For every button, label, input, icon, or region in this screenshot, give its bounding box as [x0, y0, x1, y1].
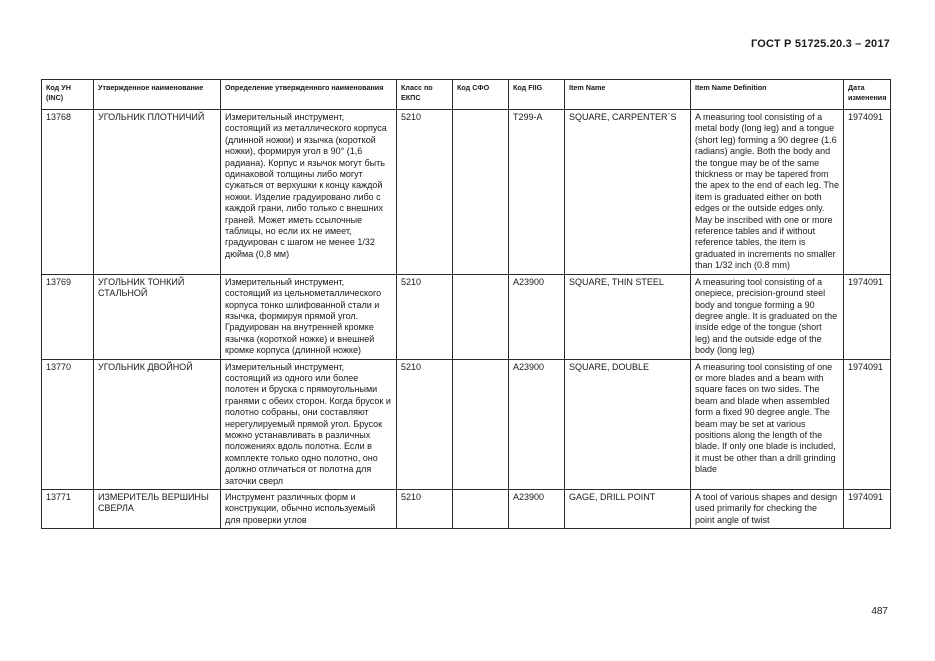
column-header-fiig: Код FIIG [509, 80, 565, 110]
cell-fiig: T299-A [509, 110, 565, 275]
cell-definition-ru: Инструмент различных форм и конструкции, обычно используемый для проверки углов [221, 490, 397, 529]
cell-definition-en: A measuring tool consisting of a onepiece, precision-ground steel body and tongue forming a 90 degree angle. It is graduated on the inside edge of the tongue (short leg) and the outside edge of the body (long leg) [691, 274, 844, 359]
cell-definition-en: A measuring tool consisting of one or more blades and a beam with square faces on two sides. The beam and blade when assembled form a fixed 90 degree angle. The beam may be set at various positions along the length of the blade. If only one blade is included, it must be other than a drill grinding blade [691, 359, 844, 489]
cell-date: 1974091 [844, 359, 891, 489]
page-number: 487 [871, 606, 888, 617]
cell-item-name: GAGE, DRILL POINT [565, 490, 691, 529]
cell-class: 5210 [397, 274, 453, 359]
cell-definition-ru: Измерительный инструмент, состоящий из цельнометаллического корпуса тонко шлифованной стали и язычка, формируя прямой угол. Градуирован на внутренней кромке язычка (короткой ножке) и внешней кромке корпуса (длинной ножке) [221, 274, 397, 359]
cell-sfo [453, 359, 509, 489]
cell-item-name: SQUARE, CARPENTER`S [565, 110, 691, 275]
document-header: ГОСТ Р 51725.20.3 – 2017 [750, 38, 890, 50]
cell-code: 13769 [42, 274, 94, 359]
cell-item-name: SQUARE, THIN STEEL [565, 274, 691, 359]
cell-definition-en: A tool of various shapes and design used primarily for checking the point angle of twist [691, 490, 844, 529]
column-header-date: Дата изменения [844, 80, 891, 110]
registry-table [41, 79, 891, 529]
cell-definition-ru: Измерительный инструмент, состоящий из одного или более полотен и бруска с прямоугольными гранями с обеих сторон. Когда брусок и полотно собраны, они составляют нерегулируемый прямой угол. Брусок можно устанавливать в различных положениях вдоль полотна. Если в комплекте только одно полотно, оно должно отличаться от полотна для заточки сверл [221, 359, 397, 489]
table-row [42, 490, 891, 529]
cell-class: 5210 [397, 490, 453, 529]
cell-name-ru: УГОЛЬНИК ДВОЙНОЙ [94, 359, 221, 489]
cell-definition-en: A measuring tool consisting of a metal body (long leg) and a tongue (short leg) forming a 90 degree (1.6 radians) angle. Both the body and the tongue may be of the same thickness or may be tapered from the apex to the end of each leg. The item is graduated either on both edges or the outside edges only. May be inscribed with one or more reference tables and if without reference tables, the item is graduated in increments no smaller than 1/32 inch (0.8 mm) [691, 110, 844, 275]
table-header-row [42, 80, 891, 110]
table-row [42, 274, 891, 359]
cell-item-name: SQUARE, DOUBLE [565, 359, 691, 489]
cell-sfo [453, 274, 509, 359]
cell-definition-ru: Измерительный инструмент, состоящий из металлического корпуса (длинной ножки) и язычка (короткой ножки), формируя угол в 90° (1,6 радиана). Корпус и язычок могут быть одинаковой толщины либо могут сужаться от верхушки к концу каждой ножки. Изделие градуировано либо с каждой грани, либо только с внешних граней. Может иметь ссылочные таблицы, но если их не имеет, градуирован с шагом не менее 1/32 дюйма (0,8 мм) [221, 110, 397, 275]
column-header-definition-ru: Определение утвержденного наименования [221, 80, 397, 110]
cell-class: 5210 [397, 359, 453, 489]
cell-code: 13771 [42, 490, 94, 529]
cell-sfo [453, 110, 509, 275]
table-row [42, 359, 891, 489]
table-row [42, 110, 891, 275]
cell-date: 1974091 [844, 274, 891, 359]
column-header-definition-en: Item Name Definition [691, 80, 844, 110]
cell-code: 13770 [42, 359, 94, 489]
cell-fiig: A23900 [509, 490, 565, 529]
cell-sfo [453, 490, 509, 529]
column-header-item-name: Item Name [565, 80, 691, 110]
cell-date: 1974091 [844, 490, 891, 529]
column-header-class: Класс по ЕКПС [397, 80, 453, 110]
cell-fiig: A23900 [509, 274, 565, 359]
column-header-code: Код УН (INC) [42, 80, 94, 110]
cell-date: 1974091 [844, 110, 891, 275]
column-header-sfo: Код СФО [453, 80, 509, 110]
cell-class: 5210 [397, 110, 453, 275]
cell-name-ru: УГОЛЬНИК ТОНКИЙ СТАЛЬНОЙ [94, 274, 221, 359]
cell-fiig: A23900 [509, 359, 565, 489]
cell-name-ru: ИЗМЕРИТЕЛЬ ВЕРШИНЫ СВЕРЛА [94, 490, 221, 529]
cell-code: 13768 [42, 110, 94, 275]
column-header-name-ru: Утвержденное наименование [94, 80, 221, 110]
cell-name-ru: УГОЛЬНИК ПЛОТНИЧИЙ [94, 110, 221, 275]
